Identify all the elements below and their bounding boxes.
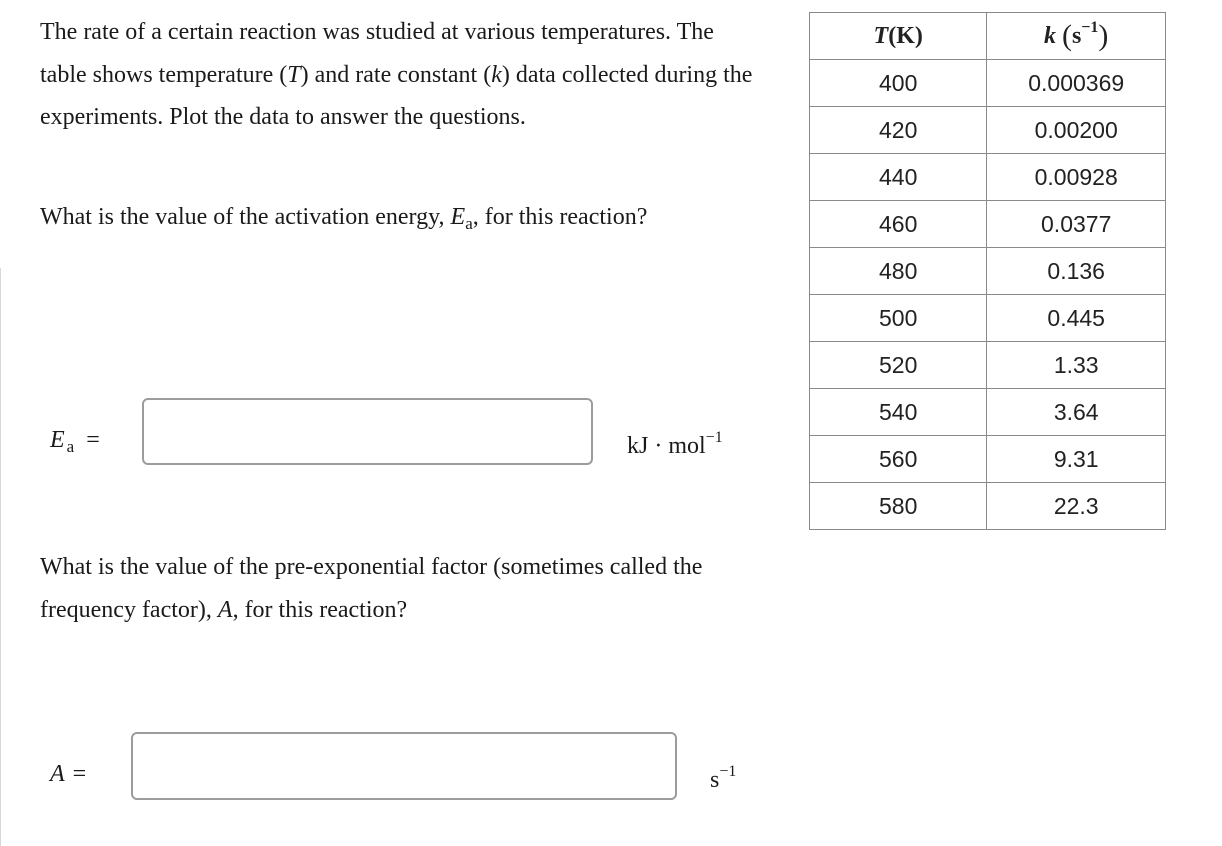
header-k-symbol: k [1043, 23, 1056, 49]
rate-constant-cell: 0.136 [987, 248, 1166, 295]
temperature-cell: 580 [810, 483, 987, 530]
header-rate-constant [987, 13, 1166, 60]
rate-constant-cell: 0.00200 [987, 107, 1166, 154]
ea-symbol: E [450, 204, 466, 230]
question-text-part: , for this reaction? [232, 596, 408, 623]
intro-text-part: ) data collected during the experiments. Plot the data to answer the questions. [40, 61, 753, 130]
rate-constant-cell: 9.31 [987, 436, 1166, 483]
equals-sign: = [72, 761, 87, 787]
intro-text-part: The rate of a certain reaction was studied at various temperatures. The table shows temperature ( [40, 19, 714, 88]
temperature-rate-table [809, 12, 1166, 530]
header-k-close-paren: ) [1098, 19, 1109, 52]
activation-energy-input[interactable] [142, 398, 593, 465]
temperature-cell: 540 [810, 389, 987, 436]
header-t-symbol: T [873, 22, 889, 49]
temperature-cell: 420 [810, 107, 987, 154]
temperature-cell: 460 [810, 201, 987, 248]
temperature-symbol: T [287, 61, 301, 88]
rate-constant-symbol: k [491, 61, 502, 88]
temperature-cell: 560 [810, 436, 987, 483]
rate-constant-cell: 0.000369 [987, 60, 1166, 107]
left-border-line [0, 268, 1, 846]
pre-exponential-factor-question [40, 546, 760, 631]
rate-constant-cell: 0.00928 [987, 154, 1166, 201]
table-row [810, 342, 1166, 389]
header-k-exponent: −1 [1081, 19, 1099, 36]
header-k-open-paren: ( [1061, 19, 1072, 52]
equals-sign: = [86, 427, 100, 453]
question-text-part: What is the value of the activation energy, [40, 204, 451, 230]
table-row [810, 60, 1166, 107]
table-header-row [810, 13, 1166, 60]
activation-energy-question [40, 196, 680, 246]
header-k-unit: s [1071, 23, 1082, 49]
temperature-cell: 400 [810, 60, 987, 107]
table-row [810, 154, 1166, 201]
temperature-cell: 480 [810, 248, 987, 295]
a-answer-label [50, 759, 86, 789]
a-unit-exponent: −1 [719, 763, 737, 780]
table-row [810, 201, 1166, 248]
table-row [810, 295, 1166, 342]
a-symbol: A [217, 596, 233, 623]
temperature-cell: 520 [810, 342, 987, 389]
temperature-cell: 500 [810, 295, 987, 342]
ea-label-symbol: E [50, 427, 65, 453]
a-unit [710, 757, 736, 795]
ea-answer-label [50, 425, 100, 462]
rate-constant-cell: 3.64 [987, 389, 1166, 436]
ea-subscript: a [465, 214, 473, 233]
table-row [810, 248, 1166, 295]
table-row [810, 389, 1166, 436]
intro-text-part: ) and rate constant ( [300, 61, 492, 88]
pre-exponential-factor-input[interactable] [131, 732, 677, 800]
temperature-cell: 440 [810, 154, 987, 201]
table-row [810, 107, 1166, 154]
ea-unit-text: kJ · mol [627, 433, 706, 459]
rate-constant-cell: 1.33 [987, 342, 1166, 389]
header-temperature [810, 13, 987, 60]
header-t-unit: (K) [888, 22, 923, 49]
a-unit-text: s [710, 767, 720, 793]
problem-intro-text [40, 11, 760, 139]
rate-constant-cell: 22.3 [987, 483, 1166, 530]
rate-constant-cell: 0.445 [987, 295, 1166, 342]
ea-unit-exponent: −1 [705, 429, 723, 446]
table-row [810, 436, 1166, 483]
ea-unit [627, 423, 723, 461]
question-text-part: What is the value of the pre-exponential factor (sometimes called the frequency factor), [40, 554, 703, 623]
a-label-symbol: A [50, 761, 65, 787]
table-row [810, 483, 1166, 530]
question-text-part: , for this reaction? [472, 204, 648, 230]
table-body [810, 60, 1166, 530]
rate-constant-cell: 0.0377 [987, 201, 1166, 248]
ea-label-subscript: a [66, 437, 75, 456]
